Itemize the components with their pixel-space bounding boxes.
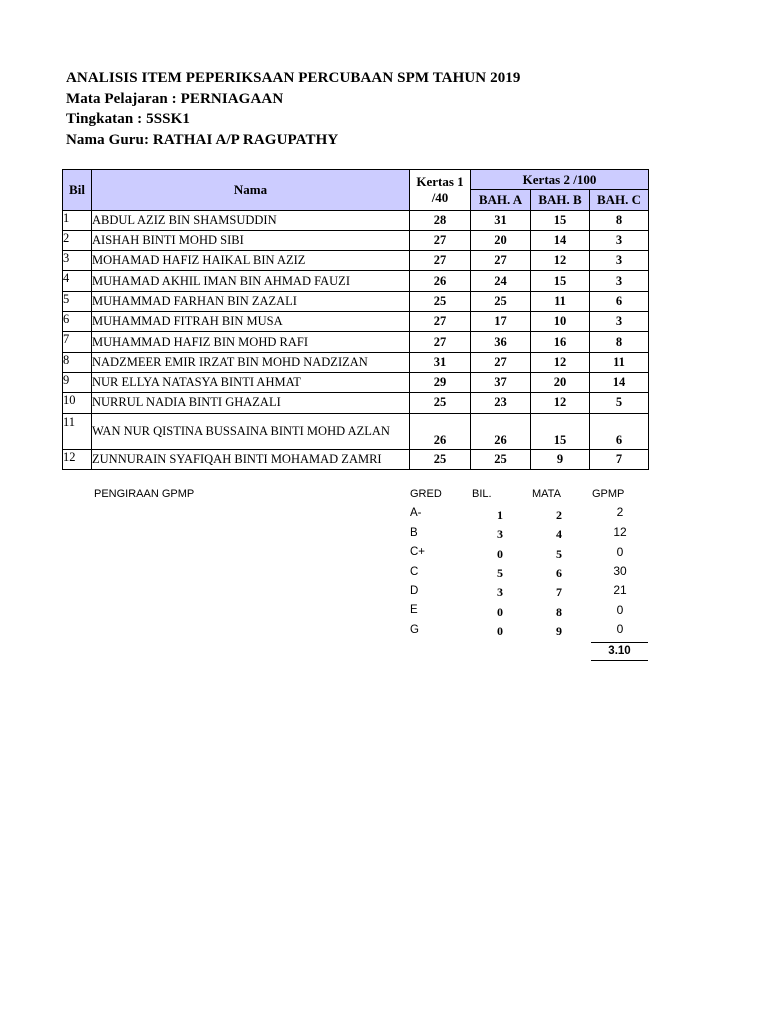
row-bah-a: 26: [471, 413, 531, 449]
subject-line: Mata Pelajaran : PERNIAGAAN: [66, 90, 284, 107]
row-bah-a: 27: [471, 352, 531, 372]
table-row: [63, 352, 649, 372]
row-bah-a: 27: [471, 251, 531, 271]
table-row: [63, 393, 649, 413]
table-row: [63, 312, 649, 332]
document-header: [66, 68, 521, 150]
row-bah-c: 5: [590, 393, 649, 413]
gpmp-value: 30: [613, 564, 627, 578]
gpmp-mata: 9: [556, 624, 562, 638]
row-bah-b: 10: [531, 312, 590, 332]
gpmp-mata: 7: [556, 585, 562, 599]
row-bil: 4: [63, 271, 92, 291]
row-kertas1: 27: [410, 251, 471, 271]
row-kertas1: 27: [410, 230, 471, 250]
row-kertas1: 29: [410, 372, 471, 392]
row-bah-b: 11: [531, 291, 590, 311]
row-bah-a: 24: [471, 271, 531, 291]
header-kertas1-line2: /40: [431, 189, 449, 205]
row-bah-b: 9: [531, 449, 590, 469]
table-row: [63, 251, 649, 271]
row-bah-b: 16: [531, 332, 590, 352]
row-bil: 2: [63, 230, 92, 250]
table-row: [63, 230, 649, 250]
row-bah-a: 20: [471, 230, 531, 250]
row-bah-a: 25: [471, 449, 531, 469]
row-bah-c: 6: [590, 413, 649, 449]
gpmp-bil: 0: [497, 624, 503, 638]
row-bah-c: 14: [590, 372, 649, 392]
table-row: [63, 372, 649, 392]
row-bah-b: 15: [531, 210, 590, 230]
table-row: [63, 449, 649, 469]
row-bah-a: 31: [471, 210, 531, 230]
row-bil: 5: [63, 291, 92, 311]
row-bil: 11: [63, 413, 92, 449]
row-bah-b: 12: [531, 393, 590, 413]
header-kertas1-line1: Kertas 1: [416, 173, 464, 189]
row-bah-a: 25: [471, 291, 531, 311]
gpmp-mata: 4: [556, 527, 562, 541]
row-kertas1: 25: [410, 393, 471, 413]
gpmp-mata: 2: [556, 508, 562, 522]
row-nama: NADZMEER EMIR IRZAT BIN MOHD NADZIZAN: [92, 352, 410, 372]
gpmp-bil: 3: [497, 585, 503, 599]
gpmp-bil: 3: [497, 527, 503, 541]
header-bil: Bil: [63, 170, 92, 211]
gpmp-bil: 0: [497, 547, 503, 561]
row-nama: MOHAMAD HAFIZ HAIKAL BIN AZIZ: [92, 251, 410, 271]
row-nama: ZUNNURAIN SYAFIQAH BINTI MOHAMAD ZAMRI: [92, 449, 410, 469]
row-bah-b: 20: [531, 372, 590, 392]
row-nama: WAN NUR QISTINA BUSSAINA BINTI MOHD AZLAN: [92, 413, 410, 449]
row-kertas1: 26: [410, 271, 471, 291]
gpmp-value: 2: [616, 505, 624, 519]
gpmp-bil: 1: [497, 508, 503, 522]
gpmp-gred: B: [410, 527, 418, 539]
header-bah-a: BAH. A: [471, 190, 531, 210]
row-nama: ABDUL AZIZ BIN SHAMSUDDIN: [92, 210, 410, 230]
score-table: [62, 169, 649, 470]
row-bil: 3: [63, 251, 92, 271]
row-nama: MUHAMAD AKHIL IMAN BIN AHMAD FAUZI: [92, 271, 410, 291]
gpmp-value: 0: [616, 622, 624, 636]
row-bah-c: 3: [590, 251, 649, 271]
gpmp-mata: 5: [556, 547, 562, 561]
gpmp-bil: 5: [497, 566, 503, 580]
row-bil: 7: [63, 332, 92, 352]
row-kertas1: 27: [410, 312, 471, 332]
row-nama: AISHAH BINTI MOHD SIBI: [92, 230, 410, 250]
row-bah-b: 14: [531, 230, 590, 250]
gpmp-header-gpmp: GPMP: [592, 488, 625, 500]
header-nama: Nama: [92, 170, 410, 211]
gpmp-title: PENGIRAAN GPMP: [94, 488, 195, 500]
row-bil: 9: [63, 372, 92, 392]
row-bah-c: 3: [590, 271, 649, 291]
row-kertas1: 25: [410, 291, 471, 311]
gpmp-value: 0: [616, 603, 624, 617]
row-kertas1: 25: [410, 449, 471, 469]
row-bah-a: 37: [471, 372, 531, 392]
row-kertas1: 28: [410, 210, 471, 230]
row-bah-c: 3: [590, 230, 649, 250]
gpmp-value: 0: [616, 545, 624, 559]
gpmp-gred: C+: [410, 546, 426, 558]
row-nama: MUHAMMAD FARHAN BIN ZAZALI: [92, 291, 410, 311]
gpmp-mata: 8: [556, 605, 562, 619]
row-nama: MUHAMMAD HAFIZ BIN MOHD RAFI: [92, 332, 410, 352]
gpmp-header-mata: MATA: [532, 488, 561, 500]
gpmp-gred: E: [410, 604, 418, 616]
row-nama: NURRUL NADIA BINTI GHAZALI: [92, 393, 410, 413]
row-bah-c: 6: [590, 291, 649, 311]
gpmp-header-bil: BIL.: [472, 488, 492, 500]
class-line: Tingkatan : 5SSK1: [66, 111, 190, 127]
gpmp-header-gred: GRED: [410, 488, 442, 500]
row-bah-c: 3: [590, 312, 649, 332]
row-kertas1: 27: [410, 332, 471, 352]
row-bah-c: 8: [590, 210, 649, 230]
gpmp-gred: C: [410, 566, 419, 578]
gpmp-gred: D: [410, 585, 419, 597]
row-bil: 1: [63, 210, 92, 230]
row-bah-a: 36: [471, 332, 531, 352]
header-bah-b: BAH. B: [531, 190, 590, 210]
header-kertas1: [410, 170, 471, 211]
row-bah-c: 7: [590, 449, 649, 469]
table-row: [63, 210, 649, 230]
row-kertas1: 26: [410, 413, 471, 449]
gpmp-total: 3.10: [591, 642, 648, 661]
gpmp-gred: G: [410, 624, 419, 636]
gpmp-mata: 6: [556, 566, 562, 580]
row-nama: NUR ELLYA NATASYA BINTI AHMAT: [92, 372, 410, 392]
row-bah-b: 15: [531, 271, 590, 291]
row-bah-b: 12: [531, 352, 590, 372]
gpmp-value: 12: [613, 525, 627, 539]
gpmp-value: 21: [613, 583, 627, 597]
table-row: [63, 291, 649, 311]
row-bil: 12: [63, 449, 92, 469]
row-kertas1: 31: [410, 352, 471, 372]
row-nama: MUHAMMAD FITRAH BIN MUSA: [92, 312, 410, 332]
gpmp-bil: 0: [497, 605, 503, 619]
row-bah-a: 17: [471, 312, 531, 332]
row-bah-a: 23: [471, 393, 531, 413]
table-row: [63, 271, 649, 291]
row-bil: 8: [63, 352, 92, 372]
table-row: [63, 332, 649, 352]
table-row: [63, 413, 649, 449]
document-title: ANALISIS ITEM PEPERIKSAAN PERCUBAAN SPM TAHUN 2019: [66, 70, 521, 86]
row-bah-b: 15: [531, 413, 590, 449]
header-bah-c: BAH. C: [590, 190, 649, 210]
row-bah-c: 8: [590, 332, 649, 352]
row-bah-c: 11: [590, 352, 649, 372]
row-bah-b: 12: [531, 251, 590, 271]
row-bil: 10: [63, 393, 92, 413]
header-kertas2: Kertas 2 /100: [471, 170, 649, 190]
gpmp-gred: A-: [410, 507, 422, 519]
row-bil: 6: [63, 312, 92, 332]
teacher-line: Nama Guru: RATHAI A/P RAGUPATHY: [66, 131, 339, 148]
